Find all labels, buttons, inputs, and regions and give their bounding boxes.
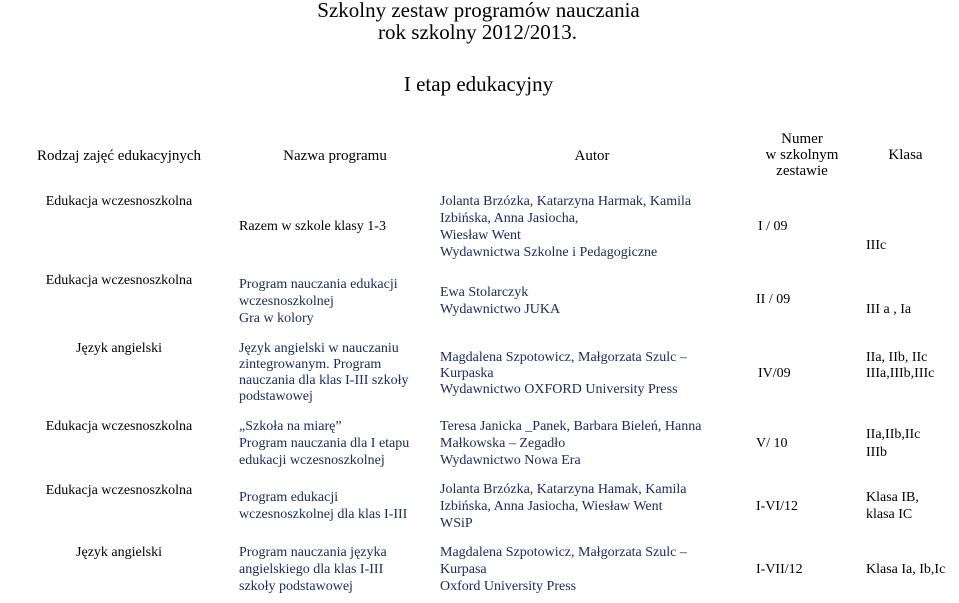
row4-class-l1: IIa,IIb,IIc [866,427,921,442]
row3-program-l2: zintegrowanym. Program [239,357,382,372]
row1-author-l4: Wydawnictwa Szkolne i Pedagogiczne [440,245,658,260]
row4-program-l1: „Szkoła na miarę” [239,419,342,434]
row1-author-l1: Jolanta Brzózka, Katarzyna Harmak, Kamila [440,194,692,209]
header-class: Klasa [888,147,923,163]
row6-program-l3: szkoły podstawowej [239,579,353,594]
education-stage: I etap edukacyjny [403,72,554,96]
header-author: Autor [574,148,610,164]
row1-class: IIIc [866,238,887,253]
row4-author-l3: Wydawnictwo Nowa Era [440,453,581,468]
row3-author-l3: Wydawnictwo OXFORD University Press [440,382,678,397]
row4-subject: Edukacja wczesnoszkolna [45,419,193,434]
row3-subject: Język angielski [76,341,162,356]
header-number-l1: Numer [781,131,823,147]
row3-program-l3: nauczania dla klas I-III szkoły [239,373,409,388]
school-year: rok szkolny 2012/2013. [378,20,577,44]
row6-number: I-VII/12 [756,562,803,577]
row2-class: III a , Ia [866,302,912,317]
row6-program-l2: angielskiego dla klas I-III [239,562,384,577]
header-number-l3: zestawie [776,163,828,179]
row1-number: I / 09 [758,219,788,234]
row2-program-l3: Gra w kolory [239,311,314,326]
row5-program-l1: Program edukacji [239,490,339,505]
row3-program-l4: podstawowej [239,389,313,404]
row5-author-l3: WSiP [440,516,473,531]
row4-number: V/ 10 [756,436,788,451]
row1-program: Razem w szkole klasy 1-3 [239,219,386,234]
row2-author-l1: Ewa Stolarczyk [440,285,529,300]
row6-author-l3: Oxford University Press [440,579,577,594]
row1-author-l3: Wiesław Went [440,228,521,243]
row1-subject: Edukacja wczesnoszkolna [45,194,193,209]
row5-subject: Edukacja wczesnoszkolna [45,483,193,498]
row2-author-l2: Wydawnictwo JUKA [440,302,561,317]
row1-author-l2: Izbińska, Anna Jasiocha, [440,211,579,226]
row5-number: I-VI/12 [756,499,798,514]
header-program: Nazwa programu [283,148,387,164]
row5-program-l2: wczesnoszkolnej dla klas I-III [239,507,408,522]
row4-program-l2: Program nauczania dla I etapu [239,436,410,451]
row3-author-l1: Magdalena Szpotowicz, Małgorzata Szulc – [440,350,687,365]
row5-author-l1: Jolanta Brzózka, Katarzyna Hamak, Kamila [440,482,687,497]
document-title: Szkolny zestaw programów nauczania [317,0,640,22]
row2-subject: Edukacja wczesnoszkolna [45,273,193,288]
row6-class: Klasa Ia, Ib,Ic [866,562,946,577]
row4-author-l1: Teresa Janicka _Panek, Barbara Bieleń, Hanna [440,419,702,434]
row6-program-l1: Program nauczania języka [239,545,387,560]
row6-subject: Język angielski [76,545,162,560]
row2-number: II / 09 [756,292,791,307]
row6-author-l1: Magdalena Szpotowicz, Małgorzata Szulc – [440,545,687,560]
row3-author-l2: Kurpaska [440,366,494,381]
row4-program-l3: edukacji wczesnoszkolnej [239,453,385,468]
row3-program-l1: Język angielski w nauczaniu [239,341,399,356]
row5-author-l2: Izbińska, Anna Jasiocha, Wiesław Went [440,499,663,514]
row3-class-l2: IIIa,IIIb,IIIc [866,366,935,381]
row4-class-l2: IIIb [866,445,887,460]
row2-program-l2: wczesnoszkolnej [239,294,334,309]
row6-author-l2: Kurpasa [440,562,487,577]
header-number-l2: w szkolnym [765,147,839,163]
header-subject: Rodzaj zajęć edukacyjnych [36,148,202,164]
row5-class-l1: Klasa IB, [866,490,919,505]
row2-program-l1: Program nauczania edukacji [239,277,398,292]
row5-class-l2: klasa IC [866,507,913,522]
row4-author-l2: Małkowska – Zegadło [440,436,566,451]
row3-number: IV/09 [758,366,791,381]
row3-class-l1: IIa, IIb, IIc [866,350,928,365]
